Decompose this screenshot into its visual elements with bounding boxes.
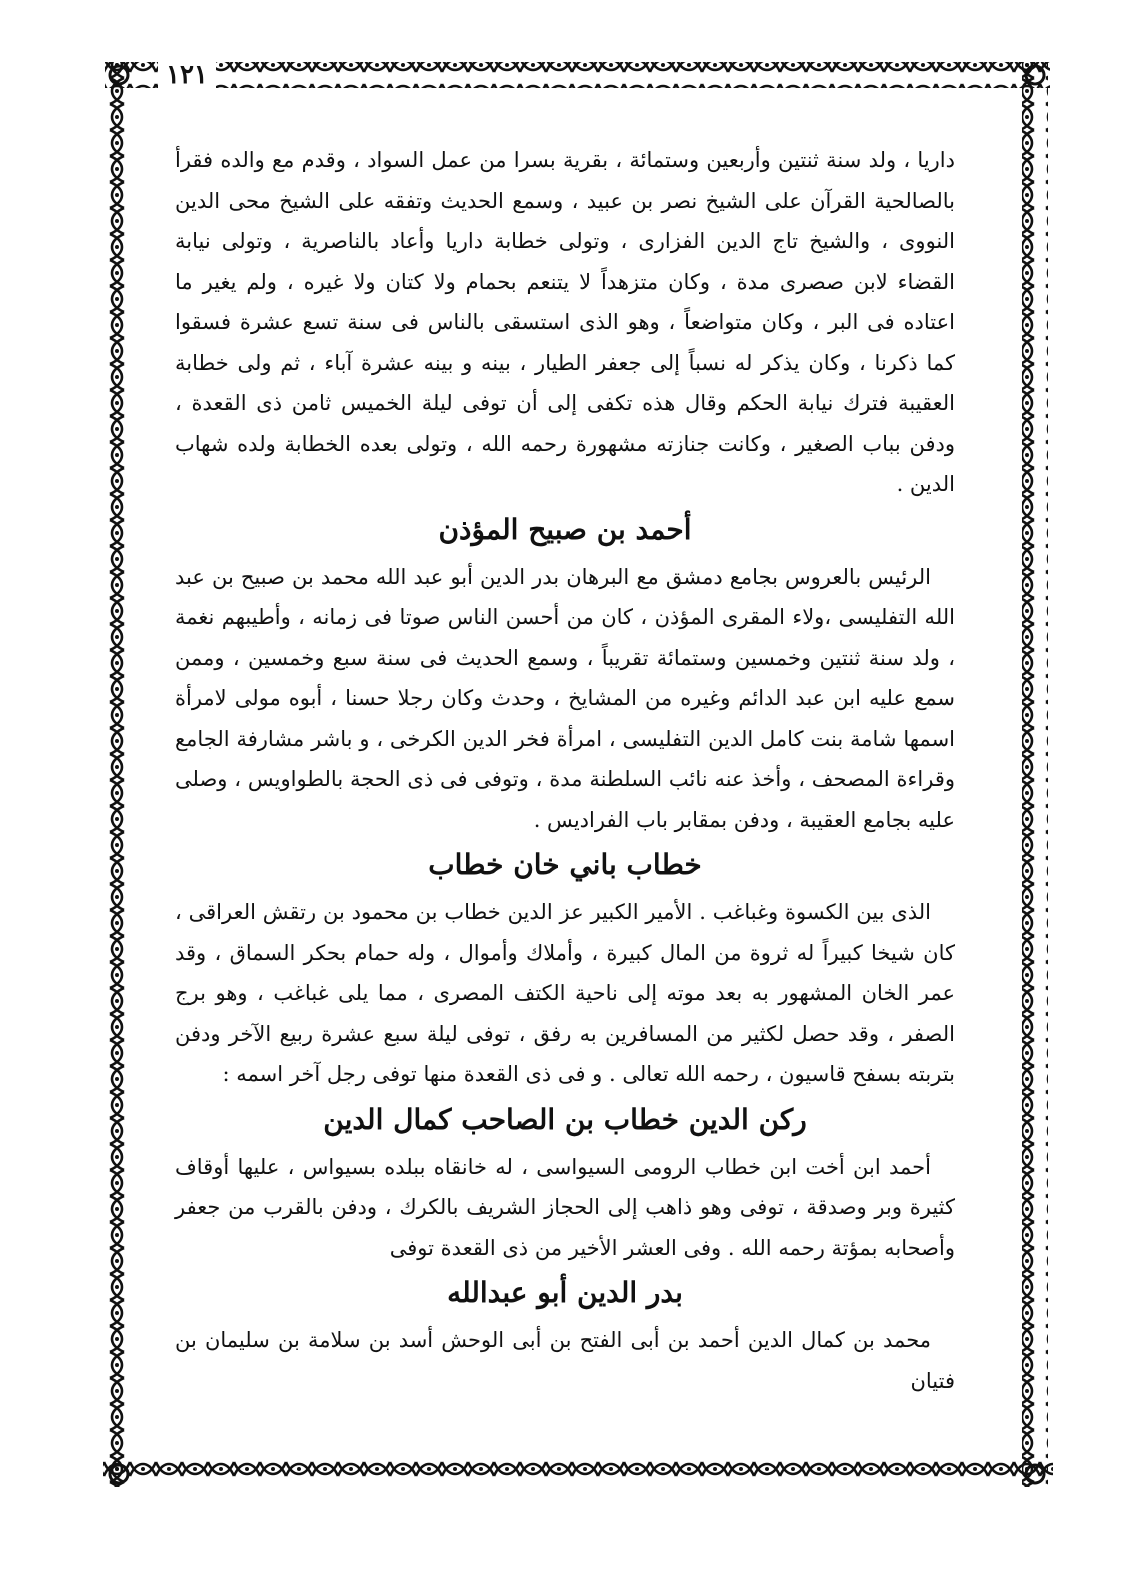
entry-heading: خطاب باني خان خطاب xyxy=(428,848,702,881)
entry-heading: أحمد بن صبيح المؤذن xyxy=(438,512,692,546)
paragraph: داريا ، ولد سنة ثنتين وأربعين وستمائة ، بقرية بسرا من عمل السواد ، وقدم مع والده فقرأ بالصالحية القرآن على الشيخ نصر بن عبيد ، وسمع الحديث وتفقه على الشيخ محى الدين النووى ، والشيخ تاج الدين الفزارى ، وتولى خطابة داريا وأعاد بالناصرية ، وتولى نيابة القضاء لابن صصرى مدة ، وكان متزهداً لا يتنعم بحمام ولا كتان ولا غيره ، ولم يغير ما اعتاده فى البر ، وكان متواضعاً ، وهو الذى استسقى بالناس فى سنة تسع عشرة فسقوا كما ذكرنا ، وكان يذكر له نسباً إلى جعفر الطيار ، بينه و بينه عشرة آباء ، ثم ولى خطابة العقيبة فترك نيابة الحكم وقال هذه تكفى إلى أن توفى ليلة الخميس ثامن ذى القعدة ، ودفن بباب الصغير ، وكانت جنازته مشهورة رحمه الله ، وتولى بعده الخطابة ولده شهاب الدين . xyxy=(175,148,955,496)
paragraph: محمد بن كمال الدين أحمد بن أبى الفتح بن أبى الوحش أسد بن سلامة بن سليمان بن فتيان xyxy=(175,1328,955,1393)
paragraph: الرئيس بالعروس بجامع دمشق مع البرهان بدر الدين أبو عبد الله محمد بن صبيح بن عبد الله التفليسى ،ولاء المقرى المؤذن ، كان من أحسن الناس صوتا فى زمانه ، وأطيبهم نغمة ، ولد سنة ثنتين وخمسين وستمائة تقريباً ، وسمع الحديث فى سنة سبع وخمسين ، وممن سمع عليه ابن عبد الدائم وغيره من المشايخ ، وحدث وكان رجلا حسنا ، أبوه مولى لامرأة اسمها شامة بنت كامل الدين التفليسى ، امرأة فخر الدين الكرخى ، و باشر مشارفة الجامع وقراءة المصحف ، وأخذ عنه نائب السلطنة مدة ، وتوفى فى ذى الحجة بالطواويس ، وصلى عليه بجامع العقيبة ، ودفن بمقابر باب الفراديس . xyxy=(175,564,955,832)
page-number: ١٢١ xyxy=(158,60,216,90)
paragraph: الذى بين الكسوة وغباغب . الأمير الكبير عز الدين خطاب بن محمود بن رتقش العراقى ، كان شيخا كبيراً له ثروة من المال كبيرة ، وأملاك وأموال ، وله حمام بحكر السماق ، وقد عمر الخان المشهور به بعد موته إلى ناحية الكتف المصرى ، مما يلى غباغب ، وهو برج الصفر ، وقد حصل لكثير من المسافرين به رفق ، توفى ليلة سبع عشرة ربيع الآخر ودفن بتربته بسفح قاسيون ، رحمه الله تعالى . و فى ذى القعدة منها توفى رجل آخر اسمه : xyxy=(175,900,955,1086)
entry-heading: بدر الدين أبو عبدالله xyxy=(447,1276,683,1309)
entry-heading: ركن الدين خطاب بن الصاحب كمال الدين xyxy=(323,1102,807,1136)
paragraph: أحمد ابن أخت ابن خطاب الرومى السيواسى ، له خانقاه ببلده بسيواس ، عليها أوقاف كثيرة وبر وصدقة ، توفى وهو ذاهب إلى الحجاز الشريف بالكرك ، ودفن بالقرب من جعفر وأصحابه بمؤتة رحمه الله . وفى العشر الأخير من ذى القعدة توفى xyxy=(175,1154,955,1260)
page-body xyxy=(175,140,955,1401)
